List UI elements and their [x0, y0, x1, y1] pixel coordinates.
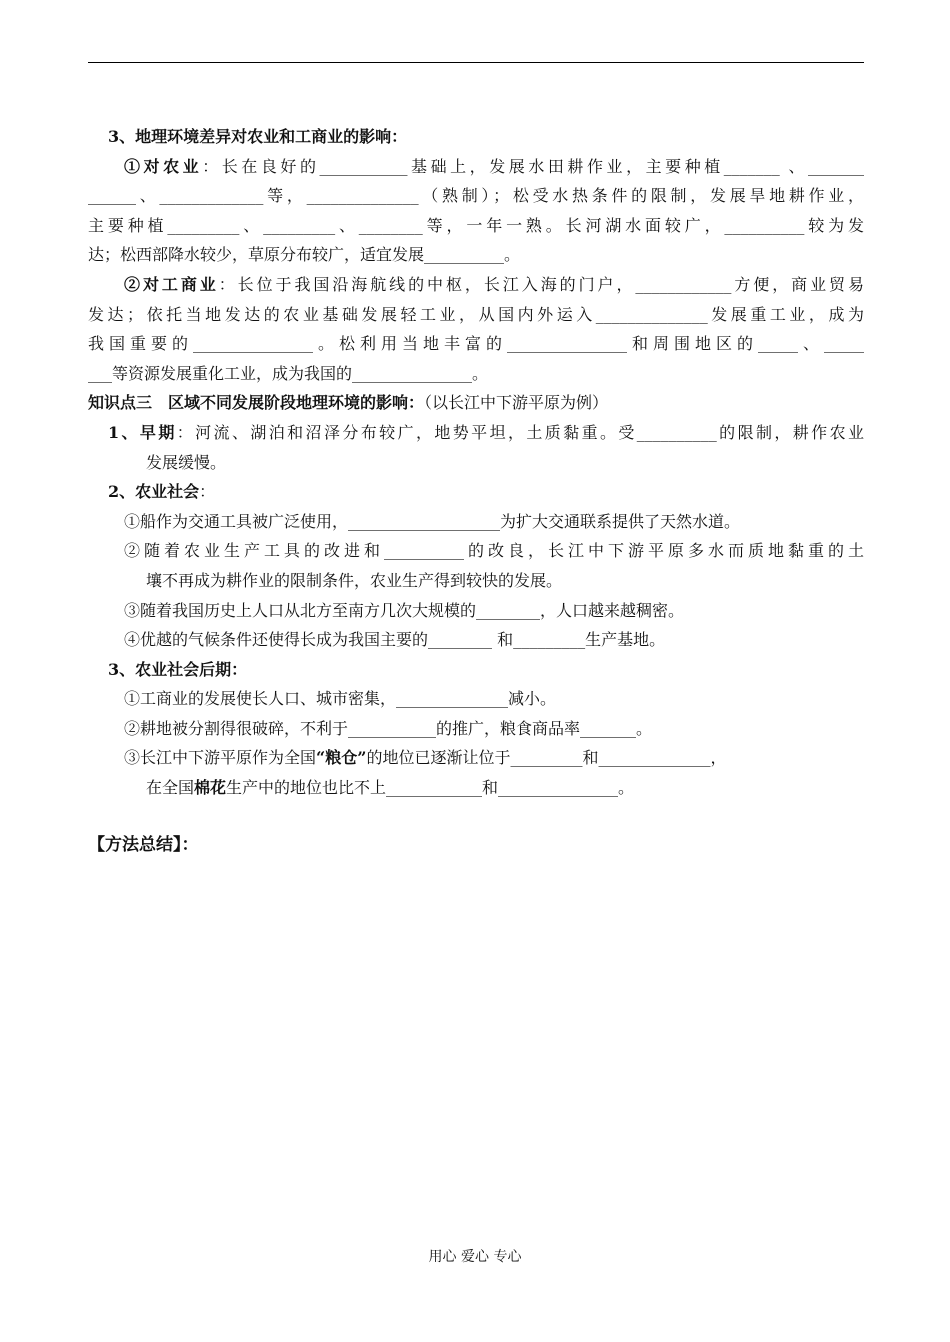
page-footer: 用心 爱心 专心: [428, 1249, 522, 1265]
list-item: ①船作为交通工具被广泛使用，___________________为扩大交通联系提供了天然水道。: [124, 511, 741, 531]
list-item: ②随着农业生产工具的改进和__________的改良，长江中下游平原多水而质地黏重的土: [124, 541, 864, 561]
early-stage-label: 1、早期: [108, 422, 177, 442]
early-stage-line: 1、早期：河流、湖泊和沼泽分布较广，地势平坦，土质黏重。受__________的限制，耕作农业: [108, 422, 864, 442]
paragraph-line: 我国重要的_______________。松利用当地丰富的_______________和周围地区的_____、_____: [88, 334, 864, 354]
list-item: ①工商业的发展使长人口、城市密集，______________减小。: [124, 689, 557, 709]
cotton-term: 棉花: [194, 778, 227, 798]
agriculture-label: ①对农业: [124, 156, 203, 176]
spacer: [88, 803, 864, 831]
list-item: ③长江中下游平原作为全国“粮仓”的地位已逐渐让位于_________和______________，: [124, 748, 727, 768]
section-heading-3: 3、地理环境差异对农业和工商业的影响：: [108, 127, 408, 146]
paragraph-line: 发展缓慢。: [146, 452, 227, 472]
header-rule: [88, 62, 864, 63]
paragraph-line: ___等资源发展重化工业，成为我国的_______________。: [88, 363, 489, 383]
list-item: ③随着我国历史上人口从北方至南方几次大规模的________，人口越来越稠密。: [124, 600, 685, 620]
agriculture-paragraph-line: ①对农业：长在良好的___________基础上，发展水田耕作业，主要种植_______ 、_______: [124, 156, 864, 176]
paragraph-line: 发达；依托当地发达的农业基础发展轻工业，从国内外运入______________发展重工业，成为: [88, 304, 864, 324]
granary-term: “粮仓”: [316, 748, 367, 768]
document-body: [88, 122, 864, 860]
late-agricultural-society-heading: 3、农业社会后期：: [108, 659, 248, 679]
paragraph-line: ______、_____________等，______________（熟制）；松受水热条件的限制，发展旱地耕作业，: [88, 186, 864, 206]
list-item-continuation: 在全国棉花生产中的地位也比不上____________和_______________。: [146, 778, 635, 798]
list-item-continuation: 壤不再成为耕作业的限制条件，农业生产得到较快的发展。: [146, 570, 563, 590]
list-item: ④优越的气候条件还使得长成为我国主要的________ 和_________生产基地。: [124, 630, 666, 650]
knowledge-point-heading: 知识点三 区域不同发展阶段地理环境的影响：（以长江中下游平原为例）: [88, 393, 609, 413]
method-summary-heading: 【方法总结】：: [88, 834, 199, 855]
industry-paragraph-line: ②对工商业：长位于我国沿海航线的中枢，长江入海的门户，____________方便，商业贸易: [124, 274, 864, 294]
paragraph-line: 主要种植_________、_________、________等，一年一熟。长河湖水面较广，__________较为发: [88, 215, 864, 235]
paragraph-line: 达；松西部降水较少，草原分布较广，适宜发展__________。: [88, 245, 521, 265]
agricultural-society-heading: 2、农业社会：: [108, 482, 216, 502]
industry-label: ②对工商业: [124, 274, 219, 294]
list-item: ②耕地被分割得很破碎，不利于___________的推广，粮食商品率_______。: [124, 718, 653, 738]
